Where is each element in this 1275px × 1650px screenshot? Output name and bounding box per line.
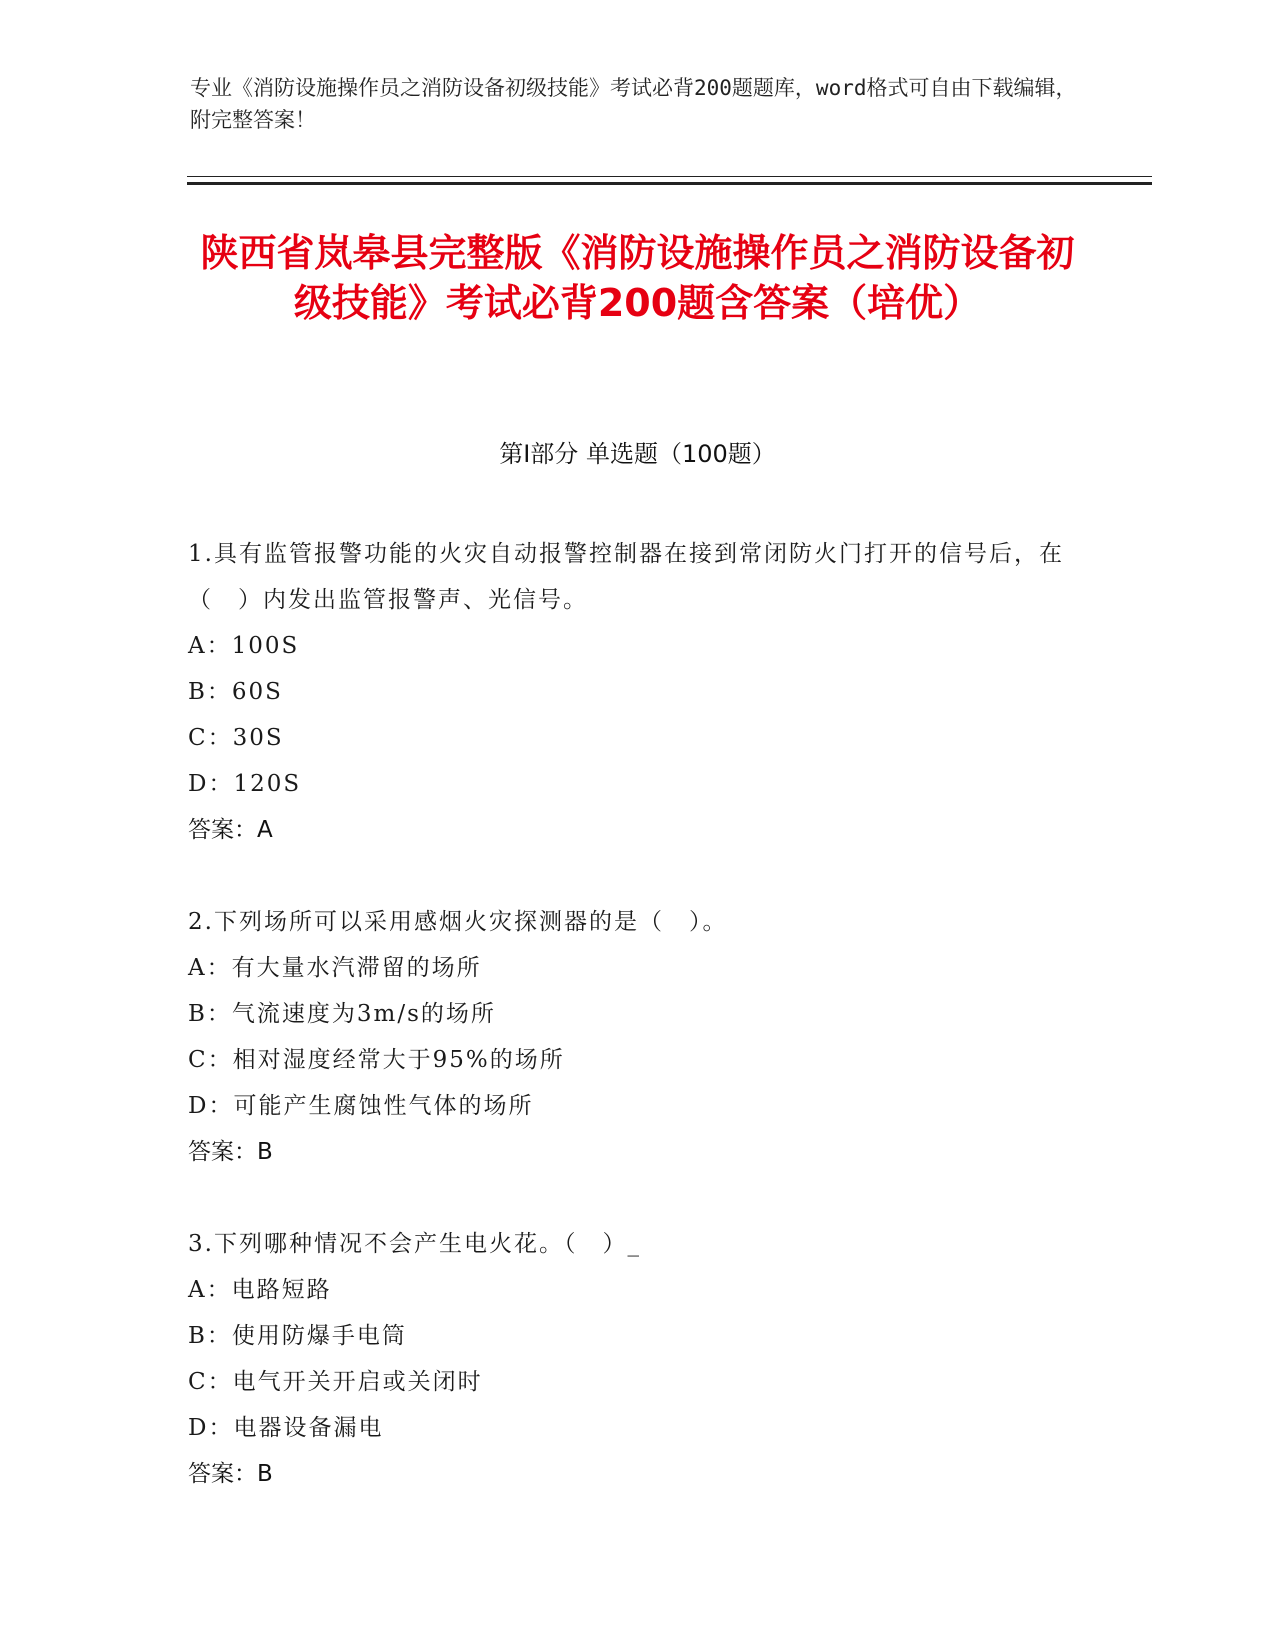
- question-stem: 3.下列哪种情况不会产生电火花。（ ）_: [188, 1231, 641, 1257]
- section-title: 第Ⅰ部分 单选题（100题）: [499, 440, 776, 468]
- document-title: 陕西省岚皋县完整版《消防设施操作员之消防设备初级技能》考试必背200题含答案（培优）: [200, 231, 1075, 325]
- header-divider-thick: [187, 182, 1152, 185]
- header-note: 专业《消防设施操作员之消防设备初级技能》考试必背200题题库，word格式可自由下载编辑，附完整答案！: [190, 76, 1077, 132]
- answer-line: 答案：B: [188, 1139, 273, 1165]
- question-item: [188, 1221, 1068, 1497]
- option-d: D：可能产生腐蚀性气体的场所: [188, 1093, 534, 1119]
- answer-line: 答案：B: [188, 1461, 273, 1487]
- option-b: B：使用防爆手电筒: [188, 1323, 407, 1349]
- question-spacer: [188, 853, 1068, 899]
- question-spacer: [188, 1175, 1068, 1221]
- option-d: D：120S: [188, 771, 302, 797]
- question-item: [188, 899, 1068, 1175]
- option-c: C：电气开关开启或关闭时: [188, 1369, 483, 1395]
- question-stem: 1.具有监管报警功能的火灾自动报警控制器在接到常闭防火门打开的信号后，在（ ）内发出监管报警声、光信号。: [188, 541, 1064, 613]
- question-stem: 2.下列场所可以采用感烟火灾探测器的是（ ）。: [188, 909, 728, 935]
- option-c: C：相对湿度经常大于95%的场所: [188, 1047, 565, 1073]
- option-d: D：电器设备漏电: [188, 1415, 384, 1441]
- answer-line: 答案：A: [188, 817, 273, 843]
- option-a: A：电路短路: [188, 1277, 332, 1303]
- option-b: B：气流速度为3m/s的场所: [188, 1001, 496, 1027]
- question-item: [188, 531, 1068, 853]
- question-list: [188, 531, 1068, 1497]
- option-a: A：有大量水汽滞留的场所: [188, 955, 482, 981]
- option-b: B：60S: [188, 679, 283, 705]
- header-divider-thin: [187, 176, 1152, 177]
- option-c: C：30S: [188, 725, 284, 751]
- option-a: A：100S: [188, 633, 300, 659]
